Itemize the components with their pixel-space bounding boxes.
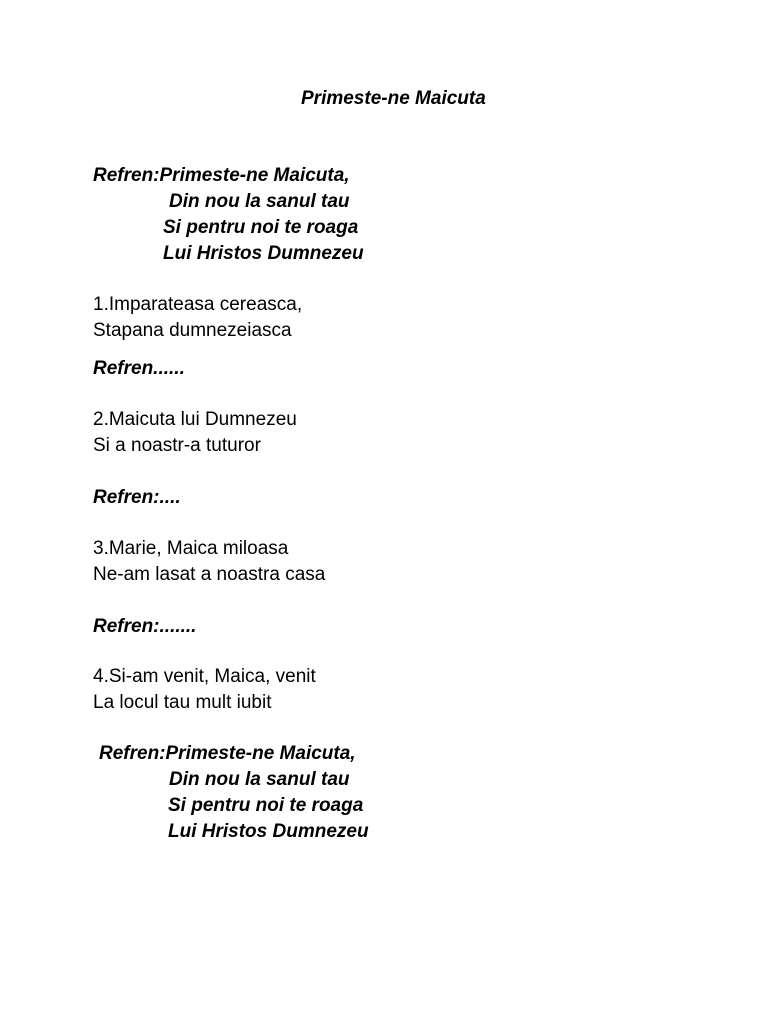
verse-line: Ne-am lasat a noastra casa [93,564,326,585]
verse-line: La locul tau mult iubit [93,692,272,713]
verse-line: Stapana dumnezeiasca [93,320,292,341]
refrain-marker: Refren...... [93,358,185,379]
verse-line: 1.Imparateasa cereasca, [93,294,303,315]
refrain-marker: Refren:.... [93,487,181,508]
refrain-marker: Refren:....... [93,616,197,637]
verse-line: 3.Marie, Maica miloasa [93,538,289,559]
refrain-line: Lui Hristos Dumnezeu [163,243,364,264]
document-title: Primeste-ne Maicuta [301,88,486,109]
refrain-line: Refren:Primeste-ne Maicuta, [93,165,350,186]
verse-line: Si a noastr-a tuturor [93,435,261,456]
verse-line: 2.Maicuta lui Dumnezeu [93,409,297,430]
refrain-line: Lui Hristos Dumnezeu [168,821,369,842]
refrain-line: Refren:Primeste-ne Maicuta, [99,743,356,764]
refrain-line: Si pentru noi te roaga [163,217,359,238]
verse-line: 4.Si-am venit, Maica, venit [93,666,316,687]
refrain-line: Si pentru noi te roaga [168,795,364,816]
refrain-line: Din nou la sanul tau [169,769,350,790]
refrain-line: Din nou la sanul tau [169,191,350,212]
